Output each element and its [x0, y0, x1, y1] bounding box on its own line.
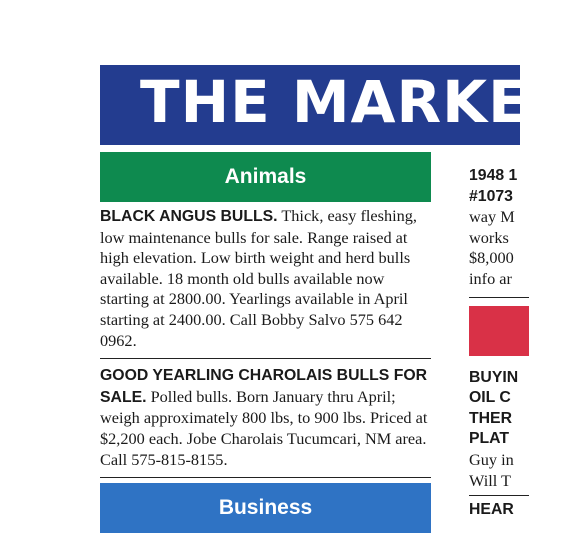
ad-text-line: #1073 — [469, 187, 513, 205]
ad-text-line: $8,000 — [469, 248, 514, 268]
ad-text-line: 1948 1 — [469, 167, 518, 184]
divider — [469, 297, 529, 298]
divider — [469, 495, 529, 496]
left-column — [100, 152, 431, 533]
ad-text-line: Will T — [469, 470, 512, 490]
ad-text-line: way M — [469, 207, 515, 227]
ad-text-line: PLAT — [469, 430, 510, 448]
ad-text-line: HEAR — [469, 501, 514, 519]
animals-section-header: Animals — [100, 152, 431, 202]
ad-text-line: THER — [469, 409, 513, 427]
red-section-header — [469, 306, 529, 356]
classified-ad-partial-buying — [469, 356, 529, 492]
divider — [100, 477, 431, 478]
ad-text-line: BUYIN — [469, 368, 519, 386]
ad-text-line: works — [469, 227, 509, 247]
business-section-header: Business — [100, 483, 431, 533]
market-banner — [100, 65, 569, 145]
banner-title: THE MARKET — [140, 68, 569, 136]
ad-text-line: OIL C — [469, 389, 511, 407]
right-column — [469, 152, 529, 521]
classified-ad-partial-1948 — [469, 152, 529, 290]
divider — [100, 358, 431, 359]
ad-body: Thick, easy fleshing, low maintenance bulls for sale. Range raised at high elevation. Low birth weight and herd bulls available. 18 month old bulls available now starting at 2800.00. Yearlings available in April starting at 2400.00. Call Bobby Salvo 575 642 0962. — [100, 206, 417, 350]
ad-lead: BLACK ANGUS BULLS. — [100, 208, 278, 225]
classified-ad-charolais — [100, 365, 431, 470]
ad-lead: GOOD YEARLING CHAROLAIS BULLS FOR SALE. — [100, 367, 428, 406]
ad-body: Polled bulls. Born January thru April; weigh approximately 800 lbs, to 900 lbs. Priced at $2,200 each. Jobe Charolais Tucumcari, NM area. Call 575-815-8155. — [100, 386, 428, 469]
ad-text-line: info ar — [469, 268, 512, 288]
ad-text-line: Guy in — [469, 449, 514, 469]
classified-ad-black-angus — [100, 202, 431, 351]
